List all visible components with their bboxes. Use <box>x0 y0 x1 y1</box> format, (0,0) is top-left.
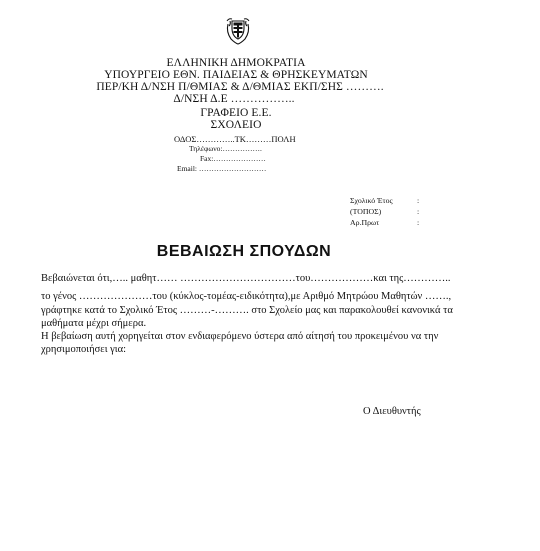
regional-directorate-heading: ΠΕΡ/ΚΗ Δ/ΝΣΗ Π/ΘΜΙΑΣ & Δ/ΘΜΙΑΣ ΕΚΠ/ΣΗΣ ………. <box>96 81 384 93</box>
body-line-2: το γένος …………………του (κύκλος-τομέας-ειδικότητα),με Αριθμό Μητρώου Μαθητών ……., <box>41 291 452 302</box>
office-heading: ΓΡΑΦΕΙΟ Ε.Ε. <box>200 107 272 119</box>
school-year-colon: : <box>417 196 420 205</box>
protocol-colon: : <box>417 218 420 227</box>
body-line-5: Η βεβαίωση αυτή χορηγείται στον ενδιαφερόμενο ύστερα από αίτησή του προκειμένου να την <box>41 331 439 342</box>
republic-heading: ΕΛΛΗΝΙΚΗ ΔΗΜΟΚΡΑΤΙΑ <box>166 57 306 69</box>
place-colon: : <box>417 207 420 216</box>
phone-line: Τηλέφωνο:……………. <box>189 144 262 153</box>
body-line-4: μαθήματα μέχρι σήμερα. <box>41 318 147 329</box>
email-line: Email: ……………………… <box>177 164 267 173</box>
fax-line: Fax:………………… <box>200 154 266 163</box>
body-line-6: χρησιμοποιήσει για: <box>41 344 127 355</box>
ministry-heading: ΥΠΟΥΡΓΕΙΟ ΕΘΝ. ΠΑΙΔΕΙΑΣ & ΘΡΗΣΚΕΥΜΑΤΩΝ <box>104 69 368 81</box>
greek-coat-of-arms-icon <box>223 14 253 46</box>
school-heading: ΣΧΟΛΕΙΟ <box>210 119 262 131</box>
body-line-1: Βεβαιώνεται ότι,….. μαθητ…… ……………………………του………………και της………….. <box>41 273 451 284</box>
place-label: (ΤΟΠΟΣ) <box>350 207 382 216</box>
body-line-3: γράφτηκε κατά το Σχολικό Έτος ………-………. στο Σχολείο μας και παρακολουθεί κανονικά τα <box>41 305 453 316</box>
school-year-label: Σχολικό Έτος <box>350 196 393 205</box>
address-line: ΟΔΟΣ…………..ΤΚ………ΠΟΛΗ <box>174 134 296 144</box>
directorate-heading: Δ/ΝΣΗ Δ.Ε …………….. <box>173 93 295 105</box>
protocol-label: Αρ.Πρωτ <box>350 218 380 227</box>
document-title: ΒΕΒΑΙΩΣΗ ΣΠΟΥΔΩΝ <box>156 243 332 260</box>
signature-label: Ο Διευθυντής <box>363 406 421 417</box>
